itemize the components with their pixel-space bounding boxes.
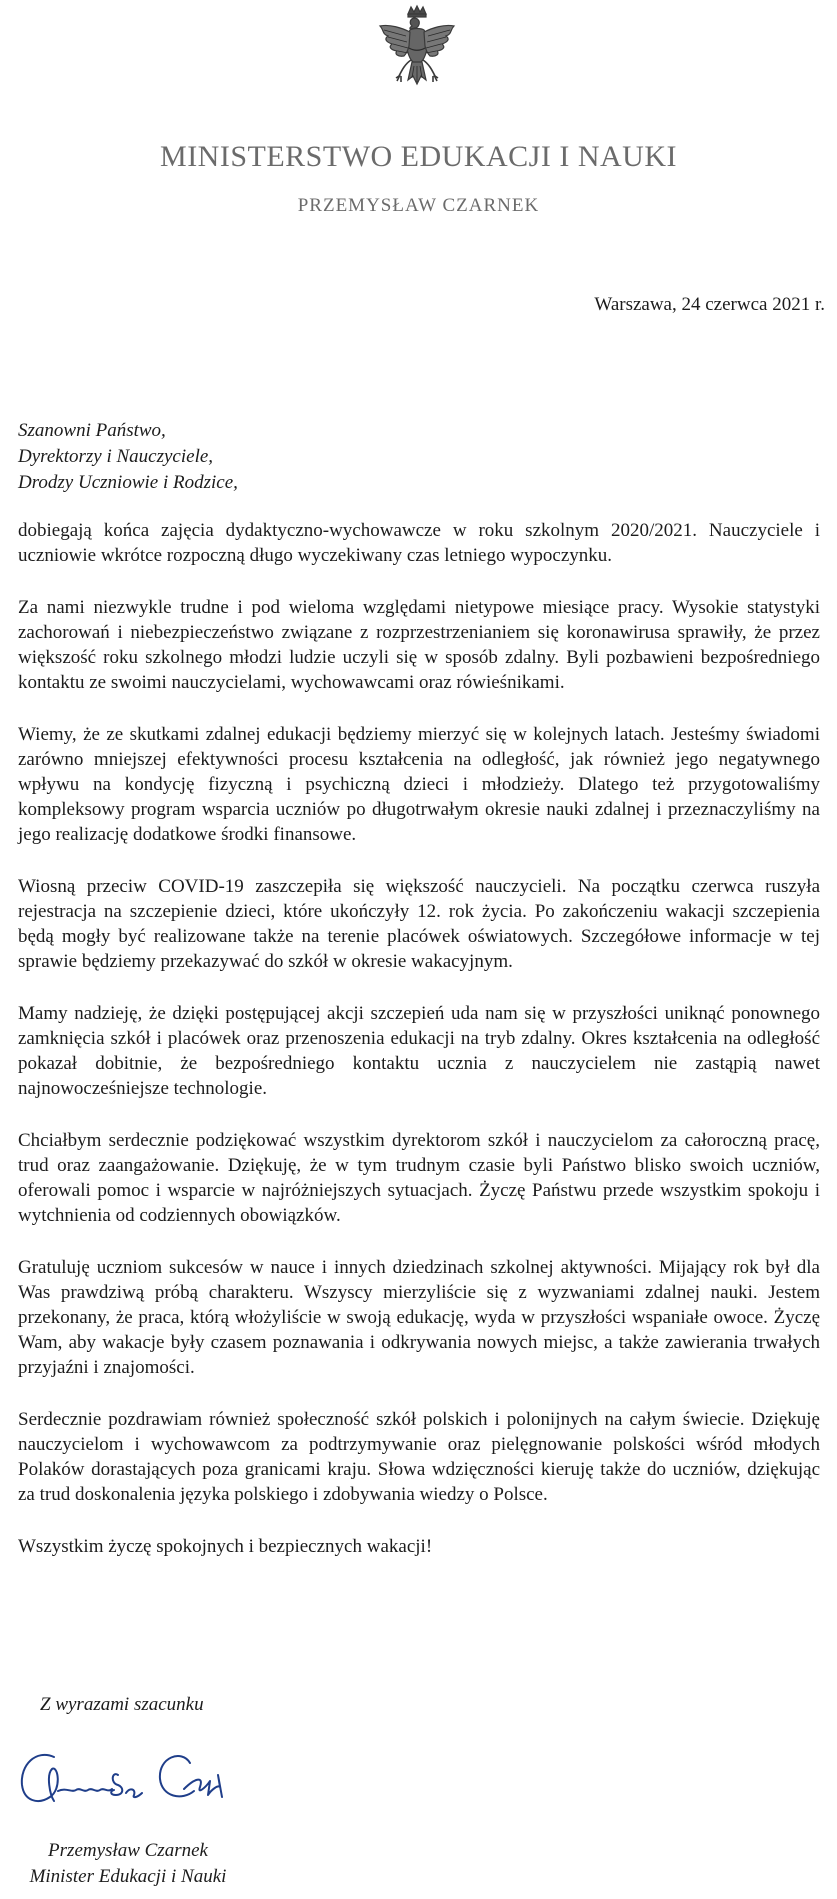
body-paragraph: dobiegają końca zajęcia dydaktyczno-wychowawcze w roku szkolnym 2020/2021. Nauczyciele i uczniowie wkrótce rozpoczną długo wyczekiwany czas letniego wypoczynku. (18, 520, 820, 566)
signer-title: Minister Edukacji i Nauki (29, 1866, 227, 1887)
body-paragraph: Za nami niezwykle trudne i pod wieloma względami nietypowe miesiące pracy. Wysokie statystyki zachorowań i niebezpieczeństwo związane z rozprzestrzenianiem się koronawirusa sprawiły, że przez większość roku szkolnego młodzi ludzie uczyli się w sposób zdalny. Byli pozbawieni bezpośredniego kontaktu ze swoimi nauczycielami, wychowawcami oraz rówieśnikami. (18, 597, 820, 693)
body-paragraph: Chciałbym serdecznie podziękować wszystkim dyrektorom szkół i nauczycielom za całoroczną pracę, trud oraz zaangażowanie. Dziękuję, że w tym trudnym czasie byli Państwo blisko swoich uczniów, oferowali pomoc i wsparcie w najróżniejszych sytuacjach. Życzę Państwu przede wszystkim spokoju i wytchnienia od codziennych obowiązków. (18, 1130, 820, 1226)
closing-phrase: Z wyrazami szacunku (40, 1694, 204, 1715)
body-paragraph: Wszystkim życzę spokojnych i bezpiecznych wakacji! (18, 1536, 433, 1557)
letter-body (18, 518, 820, 1586)
minister-name-header: PRZEMYSŁAW CZARNEK (297, 195, 540, 216)
ministry-name: MINISTERSTWO EDUKACJI I NAUKI (160, 140, 677, 173)
body-paragraph: Wiosną przeciw COVID-19 zaszczepiła się większość nauczycieli. Na początku czerwca ruszyła rejestracja na szczepienie dzieci, które ukończyły 12. rok życia. Po zakończeniu wakacji szczepienia będą mogły być realizowane także na terenie placówek oświatowych. Szczegółowe informacje w tej sprawie będziemy przekazywać do szkół w okresie wakacyjnym. (18, 876, 820, 972)
signer-name: Przemysław Czarnek (48, 1840, 208, 1861)
body-paragraph: Serdecznie pozdrawiam również społeczność szkół polskich i polonijnych na całym świecie. Dziękuję nauczycielom i wychowawcom za podtrzymywanie oraz pielęgnowanie polskości wśród młodych Polaków dorastających poza granicami kraju. Słowa wdzięczności kieruję także do uczniów, dziękując za trud doskonalenia języka polskiego i zdobywania wiedzy o Polsce. (18, 1409, 820, 1505)
salutation (18, 418, 238, 496)
handwritten-signature (14, 1735, 244, 1820)
body-paragraph: Wiemy, że ze skutkami zdalnej edukacji będziemy mierzyć się w kolejnych latach. Jesteśmy świadomi zarówno mniejszej efektywności procesu kształcenia na odległość, jak również jego negatywnego wpływu na kondycję fizyczną i psychiczną dzieci i młodzieży. Dlatego też przygotowaliśmy kompleksowy program wsparcia uczniów po długotrwałym okresie nauki zdalnej i przeznaczyliśmy na jego realizację dodatkowe środki finansowe. (18, 724, 820, 845)
polish-eagle-emblem-icon (372, 4, 462, 104)
body-paragraph: Mamy nadzieję, że dzięki postępującej akcji szczepień uda nam się w przyszłości uniknąć ponownego zamknięcia szkół i placówek oraz przenoszenia edukacji na tryb zdalny. Okres kształcenia na odległość pokazał dobitnie, że bezpośredniego kontaktu ucznia z nauczycielem nie zastąpią nawet najnowocześniejsze technologie. (18, 1003, 820, 1099)
letter-date: Warszawa, 24 czerwca 2021 r. (594, 294, 825, 315)
salutation-line: Szanowni Państwo, (18, 420, 166, 441)
salutation-line: Dyrektorzy i Nauczyciele, (18, 446, 214, 467)
body-paragraph: Gratuluję uczniom sukcesów w nauce i innych dziedzinach szkolnej aktywności. Mijający rok był dla Was prawdziwą próbą charakteru. Wszyscy mierzyliście się z wyzwaniami zdalnej nauki. Jestem przekonany, że praca, którą włożyliście w swoją edukację, wyda w przyszłości wspaniałe owoce. Życzę Wam, aby wakacje były czasem poznawania i odkrywania nowych miejsc, a także zawierania trwałych przyjaźni i znajomości. (18, 1257, 820, 1378)
salutation-line: Drodzy Uczniowie i Rodzice, (18, 472, 238, 493)
signer-block (18, 1838, 238, 1890)
